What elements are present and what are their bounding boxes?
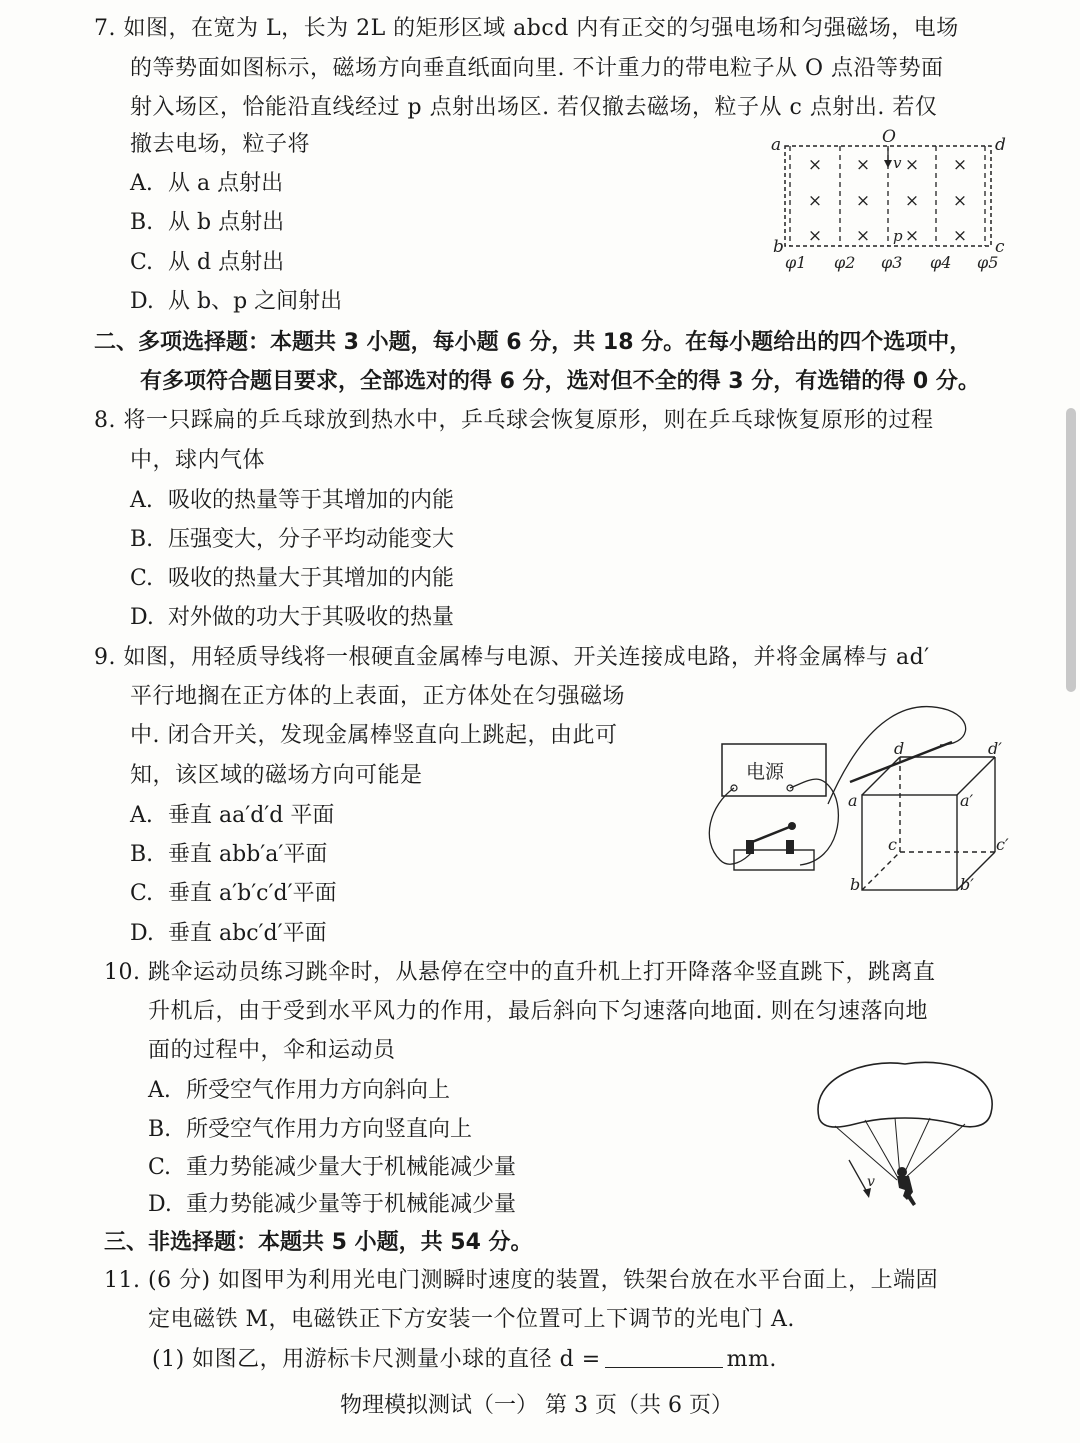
option-label: B. (130, 210, 154, 235)
potential-label-3: φ3 (881, 253, 903, 272)
power-supply-label: 电源 (746, 761, 785, 783)
q11-subquestion-1 (152, 1345, 777, 1375)
option-label: A. (130, 171, 153, 196)
option-text: 重力势能减少量大于机械能减少量 (186, 1155, 517, 1180)
potential-label-2: φ2 (834, 253, 856, 272)
q9-option-a (130, 801, 334, 831)
magnetic-field-cross: × (952, 155, 968, 175)
magnetic-field-cross: × (855, 155, 871, 175)
magnetic-field-cross: × (904, 226, 920, 246)
parachute-canopy (818, 1062, 992, 1127)
vertex-label-b: b (850, 875, 861, 894)
cube-hidden-edge (862, 852, 900, 890)
vertex-label-c-prime: c′ (996, 835, 1009, 854)
option-label: D. (130, 605, 154, 630)
option-label: A. (130, 488, 153, 513)
q9-stem-line-4: 知，该区域的磁场方向可能是 (130, 763, 423, 788)
option-text: 垂直 a′b′c′d′平面 (168, 881, 337, 906)
q7-option-a (130, 169, 283, 199)
option-text: 从 d 点射出 (168, 250, 285, 275)
magnetic-field-cross: × (952, 191, 968, 211)
option-label: C. (130, 250, 154, 275)
option-label: B. (148, 1117, 172, 1142)
q9-option-d (130, 919, 327, 949)
option-text: 从 b、p 之间射出 (168, 289, 343, 314)
vertex-label-d-prime: d′ (988, 739, 1002, 758)
parachutist (897, 1167, 916, 1206)
section3-heading: 三、非选择题：本题共 5 小题，共 54 分。 (104, 1230, 533, 1255)
q8-option-d (130, 603, 454, 633)
q7-stem-line-3: 射入场区，恰能沿直线经过 p 点射出场区. 若仅撤去磁场，粒子从 c 点射出. 若仅 (130, 95, 938, 120)
magnetic-field-cross: × (904, 155, 920, 175)
vertex-label-b-prime: b′ (960, 875, 974, 894)
section2-heading-line-2: 有多项符合题目要求，全部选对的得 6 分，选对但不全的得 3 分，有选错的得 0 分。 (140, 369, 980, 394)
q7-stem-line-2: 的等势面如图标示，磁场方向垂直纸面向里. 不计重力的带电粒子从 O 点沿等势面 (130, 56, 944, 81)
wire-left (709, 788, 752, 864)
velocity-label: v (867, 1174, 875, 1190)
vertex-label-d: d (894, 739, 905, 758)
q10-parachute-figure (805, 1058, 1005, 1218)
option-text: 重力势能减少量等于机械能减少量 (186, 1192, 517, 1217)
magnetic-field-cross: × (807, 226, 823, 246)
q7-stem-line-4: 撤去电场，粒子将 (130, 132, 311, 157)
scrollbar[interactable] (1066, 408, 1076, 692)
q8-option-b (130, 525, 454, 555)
option-text: 对外做的功大于其吸收的热量 (168, 605, 455, 630)
velocity-label: v (893, 154, 902, 172)
q10-stem-line-1: 10. 跳伞运动员练习跳伞时，从悬停在空中的直升机上打开降落伞竖直跳下，跳离直 (104, 960, 936, 985)
magnetic-field-cross: × (952, 226, 968, 246)
potential-label-1: φ1 (785, 253, 807, 272)
option-text: 从 a 点射出 (168, 171, 284, 196)
q10-option-b (148, 1115, 472, 1145)
option-text: 垂直 abc′d′平面 (168, 921, 327, 946)
option-text: 所受空气作用力方向竖直向上 (186, 1117, 473, 1142)
q10-option-c (148, 1153, 516, 1183)
switch-handle (788, 822, 796, 830)
magnetic-field-cross: × (807, 191, 823, 211)
q8-option-c (130, 564, 454, 594)
vertex-label-a: a (848, 791, 858, 810)
parachute-line (895, 1118, 900, 1176)
option-label: D. (130, 289, 154, 314)
q8-stem-line-2: 中，球内气体 (130, 448, 266, 473)
page-footer: 物理模拟测试（一） 第 3 页（共 6 页） (340, 1393, 733, 1418)
unit-label: mm. (726, 1347, 777, 1372)
option-label: D. (148, 1192, 172, 1217)
point-label-O: O (882, 128, 896, 147)
corner-label-b: b (773, 237, 784, 257)
option-text: 垂直 abb′a′平面 (168, 842, 328, 867)
parachute-line (905, 1124, 965, 1178)
q10-stem-line-3: 面的过程中，伞和运动员 (148, 1038, 396, 1063)
q9-circuit-cube-figure (700, 700, 1030, 900)
q11-subquestion-1-text: (1) 如图乙，用游标卡尺测量小球的直径 d = (152, 1347, 601, 1372)
q10-stem-line-2: 升机后，由于受到水平风力的作用，最后斜向下匀速落向地面. 则在匀速落向地 (148, 999, 928, 1024)
q9-stem-line-2: 平行地搁在正方体的上表面，正方体处在匀强磁场 (130, 684, 626, 709)
q11-stem-line-2: 定电磁铁 M，电磁铁正下方安装一个位置可上下调节的光电门 A. (148, 1307, 795, 1332)
q8-stem-line-1: 8. 将一只踩扁的乒乓球放到热水中，乒乓球会恢复原形，则在乒乓球恢复原形的过程 (94, 408, 934, 433)
option-text: 吸收的热量大于其增加的内能 (168, 566, 455, 591)
corner-label-d: d (995, 135, 1006, 155)
magnetic-field-cross: × (855, 191, 871, 211)
q9-stem-line-3: 中. 闭合开关，发现金属棒竖直向上跳起，由此可 (130, 723, 618, 748)
option-label: B. (130, 842, 154, 867)
q8-option-a (130, 486, 454, 516)
parachute-line (835, 1126, 897, 1180)
potential-label-4: φ4 (930, 253, 952, 272)
answer-blank[interactable] (605, 1347, 723, 1368)
corner-label-c: c (995, 237, 1005, 257)
q9-option-b (130, 840, 327, 870)
parachute-line (865, 1120, 898, 1178)
q7-option-d (130, 287, 342, 317)
q7-option-b (130, 208, 284, 238)
switch-lever (752, 826, 792, 842)
corner-label-a: a (771, 135, 782, 155)
potential-label-5: φ5 (977, 253, 999, 272)
option-label: C. (130, 566, 154, 591)
option-label: B. (130, 527, 154, 552)
option-label: C. (130, 881, 154, 906)
option-text: 压强变大，分子平均动能变大 (168, 527, 455, 552)
magnetic-field-cross: × (855, 226, 871, 246)
vertex-label-c: c (888, 835, 897, 854)
q7-option-c (130, 248, 284, 278)
section2-heading-line-1: 二、多项选择题：本题共 3 小题，每小题 6 分，共 18 分。在每小题给出的四个选项中， (94, 330, 972, 355)
cube-edge (957, 757, 995, 795)
option-text: 所受空气作用力方向斜向上 (186, 1078, 451, 1103)
q10-option-a (148, 1076, 450, 1106)
option-text: 垂直 aa′d′d 平面 (168, 803, 335, 828)
point-label-p: p (893, 227, 903, 245)
velocity-arrow (849, 1160, 867, 1192)
option-text: 吸收的热量等于其增加的内能 (168, 488, 455, 513)
option-text: 从 b 点射出 (168, 210, 285, 235)
option-label: D. (130, 921, 154, 946)
q10-option-d (148, 1190, 516, 1220)
q7-field-figure (765, 128, 1015, 278)
option-label: A. (148, 1078, 171, 1103)
magnetic-field-cross: × (807, 155, 823, 175)
switch-post-right (786, 840, 794, 854)
option-label: A. (130, 803, 153, 828)
q9-stem-line-1: 9. 如图，用轻质导线将一根硬直金属棒与电源、开关连接成电路，并将金属棒与 ad′ (94, 645, 930, 670)
magnetic-field-cross: × (904, 191, 920, 211)
vertex-label-a-prime: a′ (960, 791, 974, 810)
option-label: C. (148, 1155, 172, 1180)
q11-stem-line-1: 11. (6 分) 如图甲为利用光电门测瞬时速度的装置，铁架台放在水平台面上，上端固 (104, 1268, 939, 1293)
q7-stem-line-1: 7. 如图，在宽为 L，长为 2L 的矩形区域 abcd 内有正交的匀强电场和匀强磁场，电场 (94, 16, 959, 41)
q9-option-c (130, 879, 337, 909)
velocity-arrowhead (884, 160, 892, 168)
